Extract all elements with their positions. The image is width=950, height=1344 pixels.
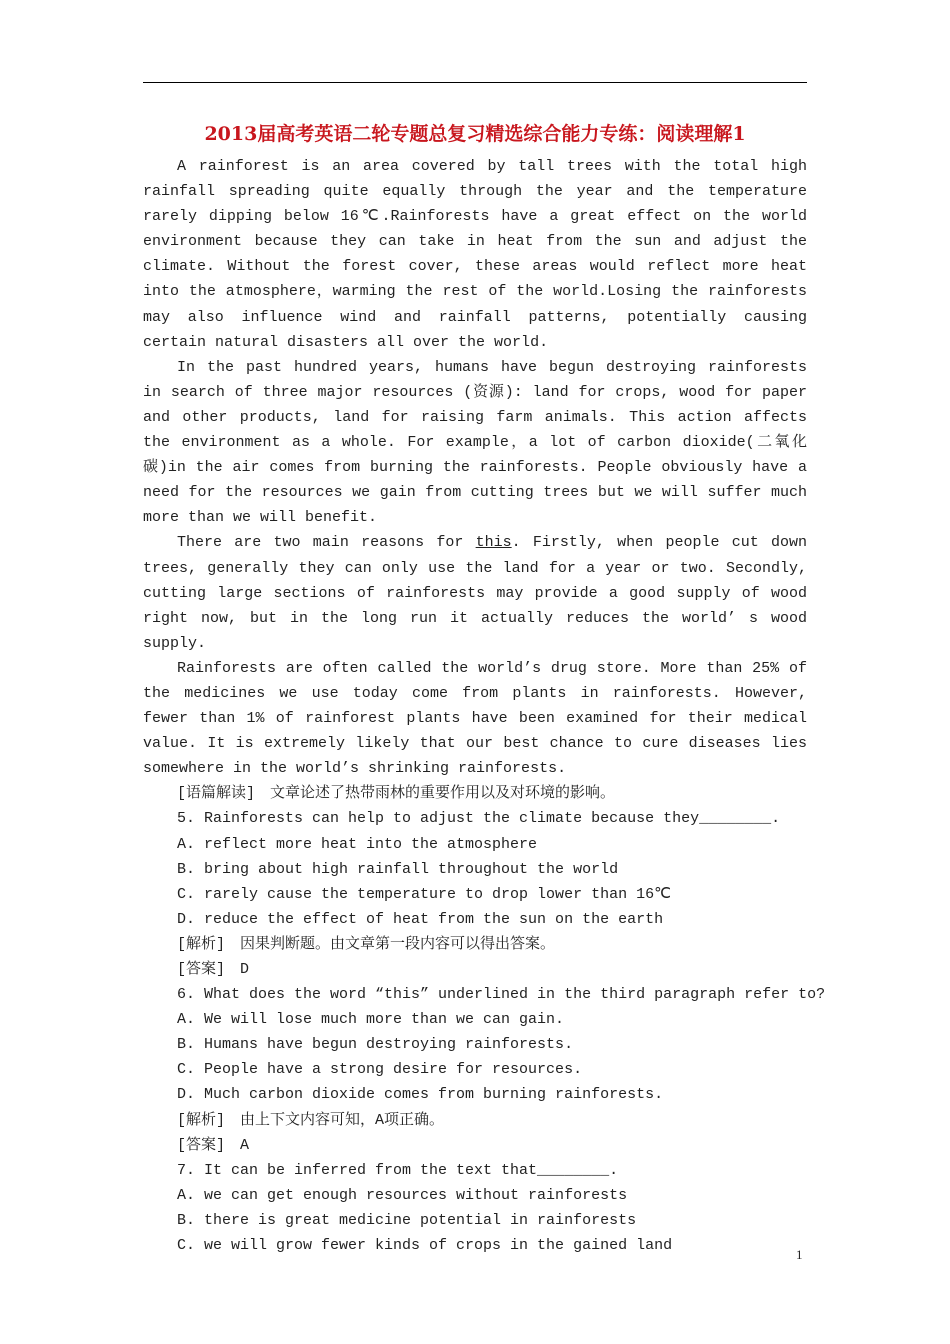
passage-paragraph-4: Rainforests are often called the world’s drug store. More than 25% of the medicines we use today come from plants in rainforests. However, fewer than 1% of rainforest plants have been examined for their medical value. It is extremely likely that our best chance to cure diseases lies somewhere in the world’s shrinking rainforests. — [143, 659, 807, 778]
passage-analysis: [语篇解读] 文章论述了热带雨林的重要作用以及对环境的影响。 — [177, 785, 616, 803]
question-7-stem: 7. It can be inferred from the text that________. — [177, 1161, 619, 1179]
question-6-option-a: A. We will lose much more than we can gain. — [177, 1011, 565, 1029]
question-5-option-c: C. rarely cause the temperature to drop lower than 16℃ — [177, 885, 671, 903]
underlined-word-this: this — [475, 534, 512, 552]
question-7-option-c: C. we will grow fewer kinds of crops in the gained land — [177, 1237, 673, 1255]
passage-paragraph-1: A rainforest is an area covered by tall trees with the total high rainfall spreading quite equally through the year and the temperature rarely dipping below 16℃.Rainforests have a great effect on the world environment because they can take in heat from the sun and adjust the climate. Without the forest cover, these areas would reflect more heat into the atmosphere，warming the rest of the world.Losing the rainforests may also influence wind and rainfall patterns, potentially causing certain natural disasters all over the world. — [143, 158, 807, 351]
question-5-stem: 5. Rainforests can help to adjust the climate because they________. — [177, 810, 781, 828]
question-6-option-c: C. People have a strong desire for resources. — [177, 1061, 583, 1079]
question-6-option-b: B. Humans have begun destroying rainforests. — [177, 1036, 574, 1054]
question-7-option-a: A. we can get enough resources without rainforests — [177, 1186, 628, 1204]
passage-paragraph-2: In the past hundred years, humans have begun destroying rainforests in search of three major resources (资源): land for crops, wood for paper and other products, land for raising farm animals. This action affects the environment as a whole. For example，a lot of carbon dioxide(二氧化碳)in the air comes from burning the rainforests. People obviously have a need for the resources we gain from cutting trees but we will suffer much more than we will benefit. — [143, 358, 807, 527]
question-5-option-d: D. reduce the effect of heat from the sun on the earth — [177, 910, 664, 928]
passage-paragraph-3 — [143, 530, 807, 655]
question-6-option-d: D. Much carbon dioxide comes from burning rainforests. — [177, 1086, 664, 1104]
header-rule — [143, 82, 807, 83]
question-5-option-a: A. reflect more heat into the atmosphere — [177, 835, 538, 853]
page-number: 1 — [796, 1247, 803, 1262]
document-body — [143, 154, 826, 1258]
question-6-stem: 6. What does the word “this” underlined in the third paragraph refer to? — [177, 986, 826, 1004]
document-title: 2013届高考英语二轮专题总复习精选综合能力专练：阅读理解1 — [204, 123, 746, 145]
question-5-option-b: B. bring about high rainfall throughout the world — [177, 860, 619, 878]
paragraph-3-rest: . Firstly, when people cut down trees, generally they can only use the land for a year or two. Secondly, cutting large sections of rainforests may provide a good supply of wood right now, but in the long run it actually reduces the world’ s wood supply. — [143, 534, 808, 652]
question-6-answer: [答案] A — [177, 1136, 250, 1154]
paragraph-3-lead: There are two main reasons for — [177, 534, 476, 552]
question-5-answer: [答案] D — [177, 961, 250, 978]
question-7-option-b: B. there is great medicine potential in rainforests — [177, 1211, 637, 1229]
question-5-analysis: [解析] 因果判断题。由文章第一段内容可以得出答案。 — [177, 935, 556, 953]
question-6-analysis: [解析] 由上下文内容可知，A项正确。 — [177, 1111, 445, 1129]
